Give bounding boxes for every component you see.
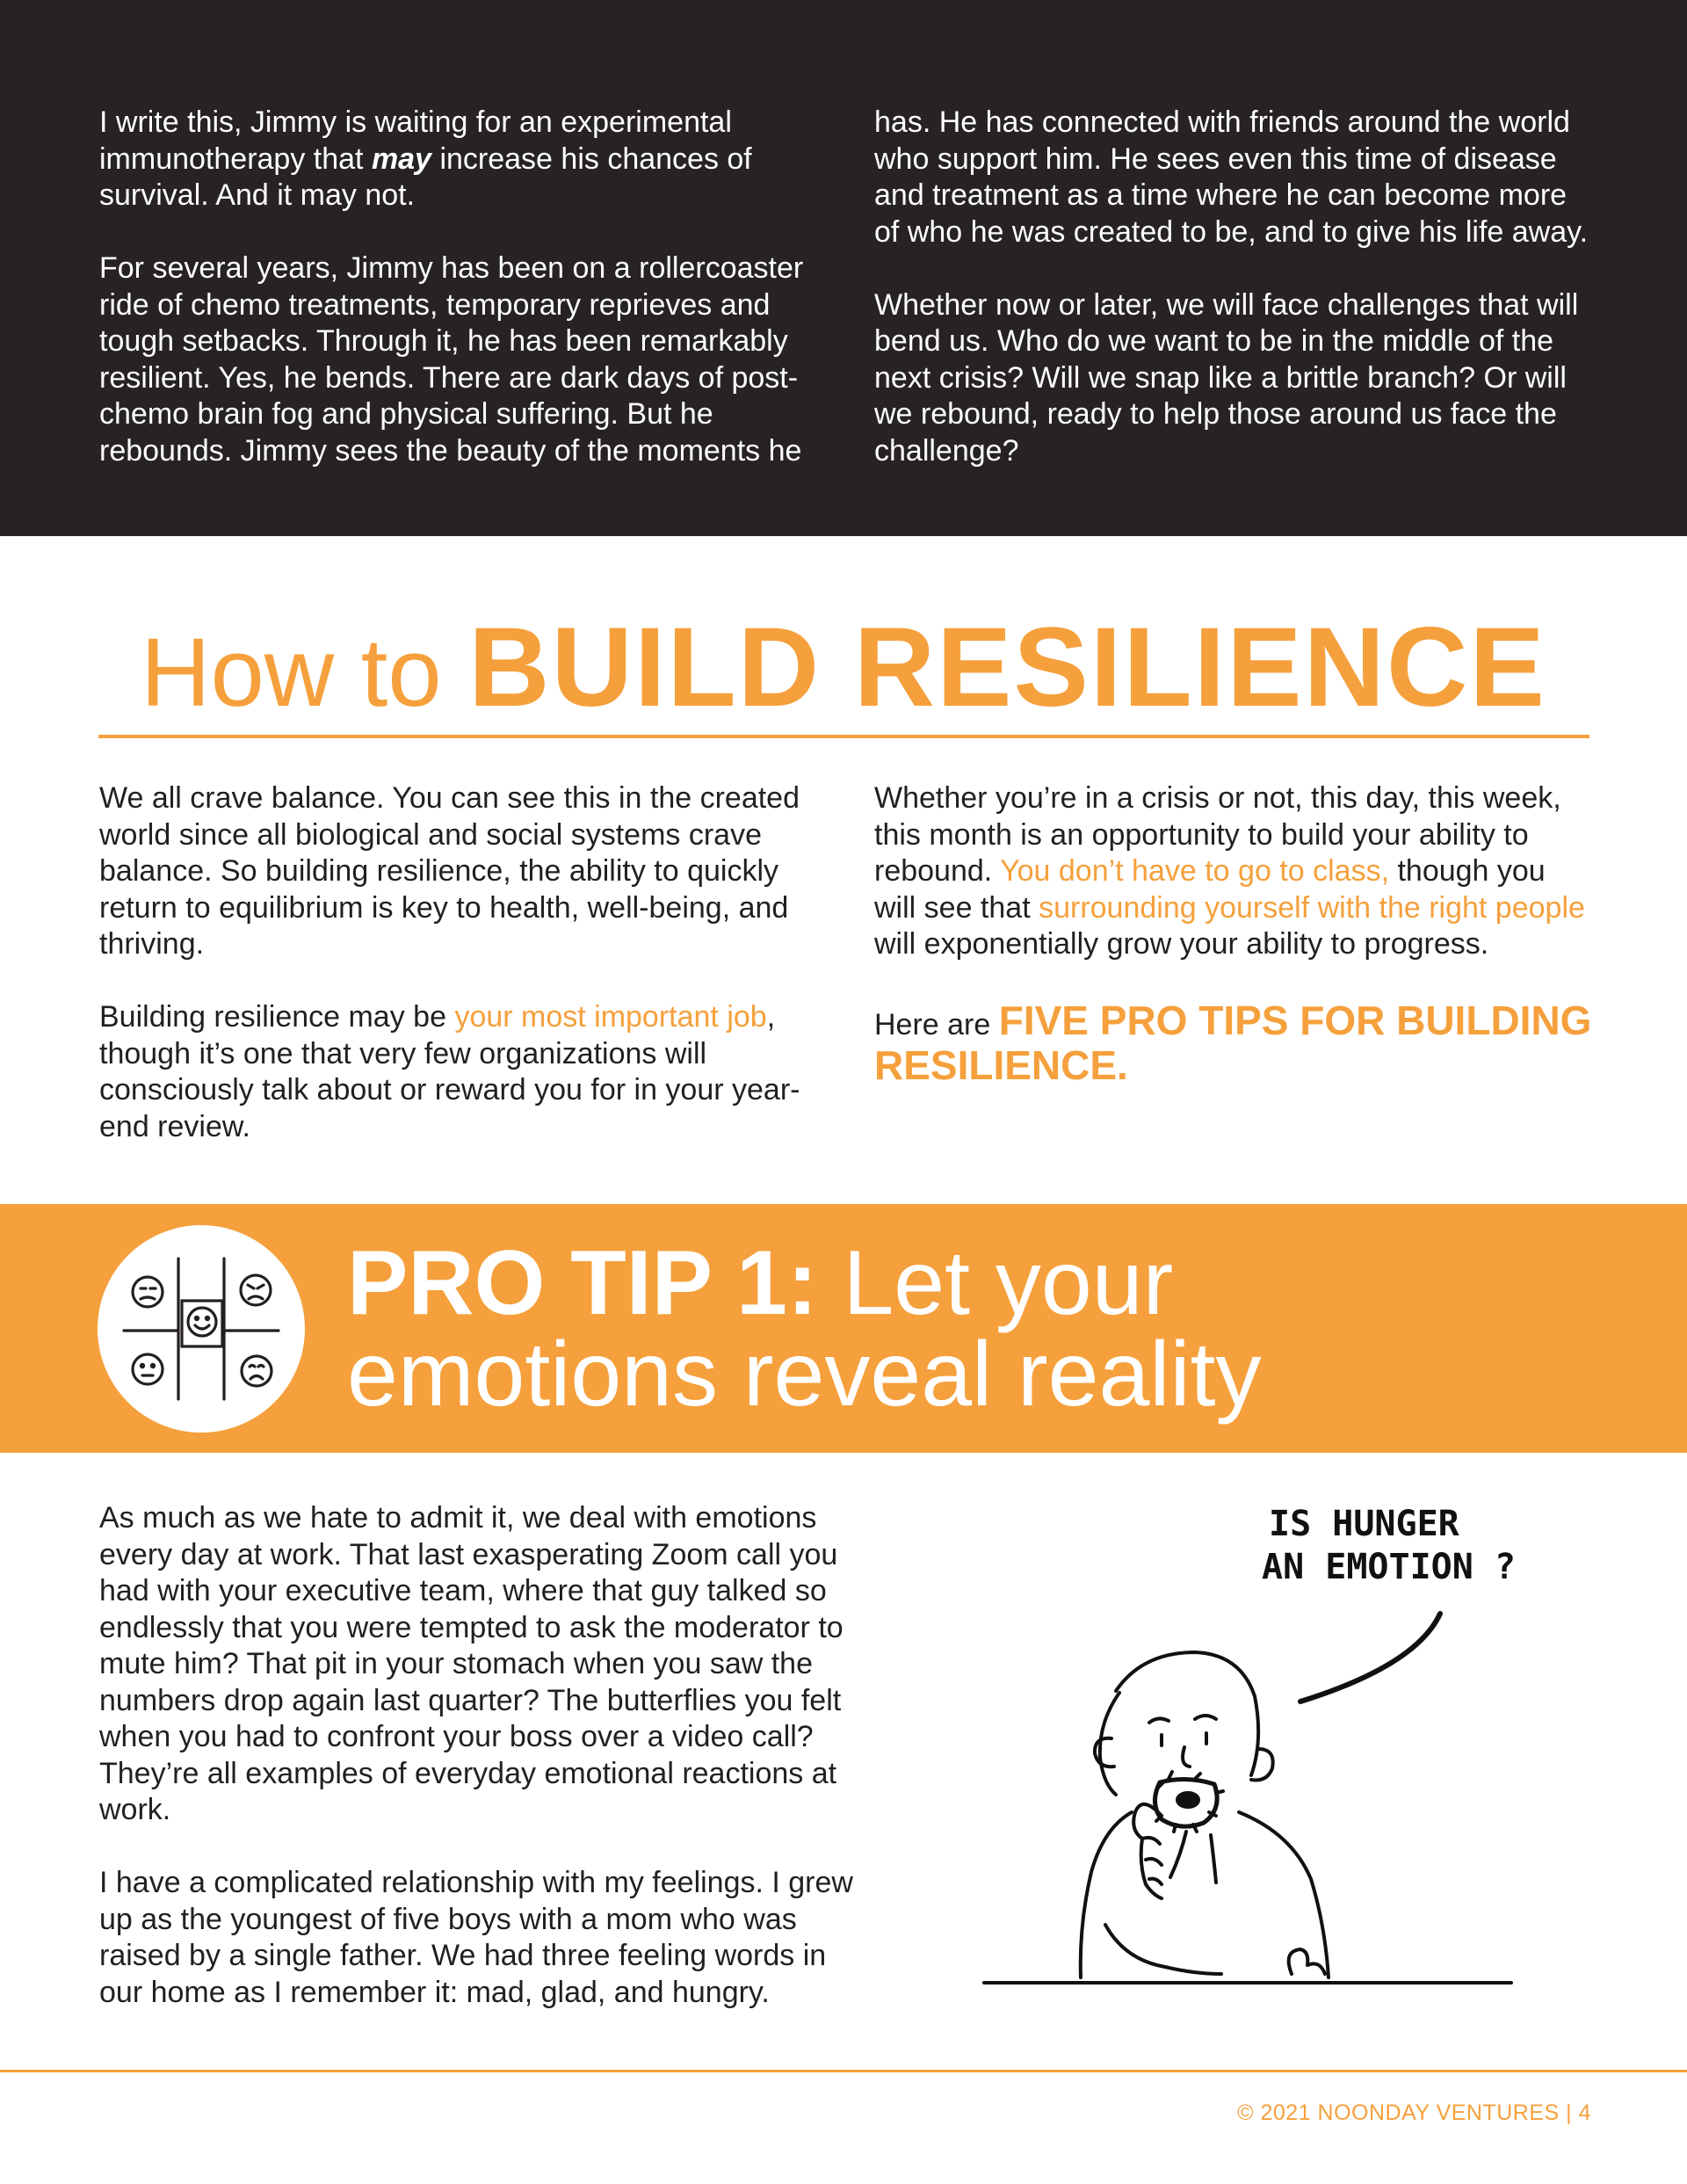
pro-tip-label: PRO TIP 1: — [347, 1232, 818, 1334]
story-right-column — [874, 105, 1595, 469]
intro-left-column — [99, 780, 820, 1145]
footer-divider — [0, 2070, 1687, 2072]
story-left-column — [99, 105, 820, 469]
speech-text-line1: IS HUNGER — [1269, 1504, 1459, 1544]
emotions-grid-icon — [98, 1225, 305, 1433]
emphasis-may: may — [371, 141, 431, 176]
story-section — [0, 0, 1687, 536]
intro-paragraph: Here are FIVE PRO TIPS FOR BUILDING RESILIENCE. — [874, 998, 1592, 1088]
footer-text: © 2021 NOONDAY VENTURES | 4 — [1237, 2101, 1591, 2125]
highlight-text: surrounding yourself with the right people — [1039, 890, 1585, 925]
story-paragraph: For several years, Jimmy has been on a rollercoaster ride of chemo treatments, temporary reprieves and tough setbacks. Through it, he has been remarkably resilient. Yes, he bends. There are dark days of post-chemo brain fog and physical suffering. But he rebounds. Jimmy sees the beauty of the moments he — [99, 251, 804, 468]
pro-tips-callout: FIVE PRO TIPS FOR BUILDING RESILIENCE. — [874, 998, 1592, 1088]
highlight-text: your most important job — [454, 1000, 767, 1034]
title-divider — [98, 735, 1589, 738]
story-paragraph: Whether now or later, we will face challenges that will bend us. Who do we want to be in the middle of the next crisis? Will we snap like a brittle branch? Or will we rebound, ready to help those around us face the challenge? — [874, 287, 1579, 468]
pro-tip-banner — [0, 1204, 1687, 1453]
story-paragraph: has. He has connected with friends around the world who support him. He sees even this time of disease and treatment as a time where he can become more of who he was created to be, and to give his life away. — [874, 105, 1589, 249]
intro-paragraph: We all crave balance. You can see this in the created world since all biological and social systems crave balance. So building resilience, the ability to quickly return to equilibrium is key to health, well-being, and thriving. — [99, 781, 800, 961]
body-text-column — [99, 1500, 872, 2011]
pro-tip-heading: PRO TIP 1: Let your emotions reveal reality — [347, 1232, 1262, 1426]
story-paragraph: I write this, Jimmy is waiting for an experimental immunotherapy that may increase his chances of survival. And it may not. — [99, 105, 752, 212]
cartoon-illustration — [931, 1485, 1564, 2017]
body-paragraph: I have a complicated relationship with my feelings. I grew up as the youngest of five boys with a mom who was raised by a single father. We had three feeling words in our home as I remember it: mad, glad, and hungry. — [99, 1866, 853, 2009]
section-title-bold: BUILD RESILIENCE — [468, 605, 1546, 730]
highlight-text: You don’t have to go to class, — [1000, 854, 1390, 888]
speech-text-line2: AN EMOTION ? — [1262, 1547, 1516, 1587]
intro-right-column — [874, 780, 1595, 1088]
intro-paragraph: Whether you’re in a crisis or not, this day, this week, this month is an opportunity to build your ability to rebound. You don’t have to go to class, though you will see that surrounding yourself with the right people will exponentially grow your ability to progress. — [874, 781, 1585, 961]
body-paragraph: As much as we hate to admit it, we deal with emotions every day at work. That last exasperating Zoom call you had with your executive team, where that guy talked so endlessly that you were tempted to ask the moderator to mute him? That pit in your stomach when you saw the numbers drop again last quarter? The butterflies you felt when you had to confront your boss over a video call? They’re all examples of everyday emotional reactions at work. — [99, 1501, 844, 1826]
intro-paragraph: Building resilience may be your most important job, though it’s one that very few organizations will consciously talk about or reward you for in your year-end review. — [99, 1000, 800, 1143]
section-title — [0, 606, 1687, 764]
section-title-light: How to — [141, 619, 469, 727]
